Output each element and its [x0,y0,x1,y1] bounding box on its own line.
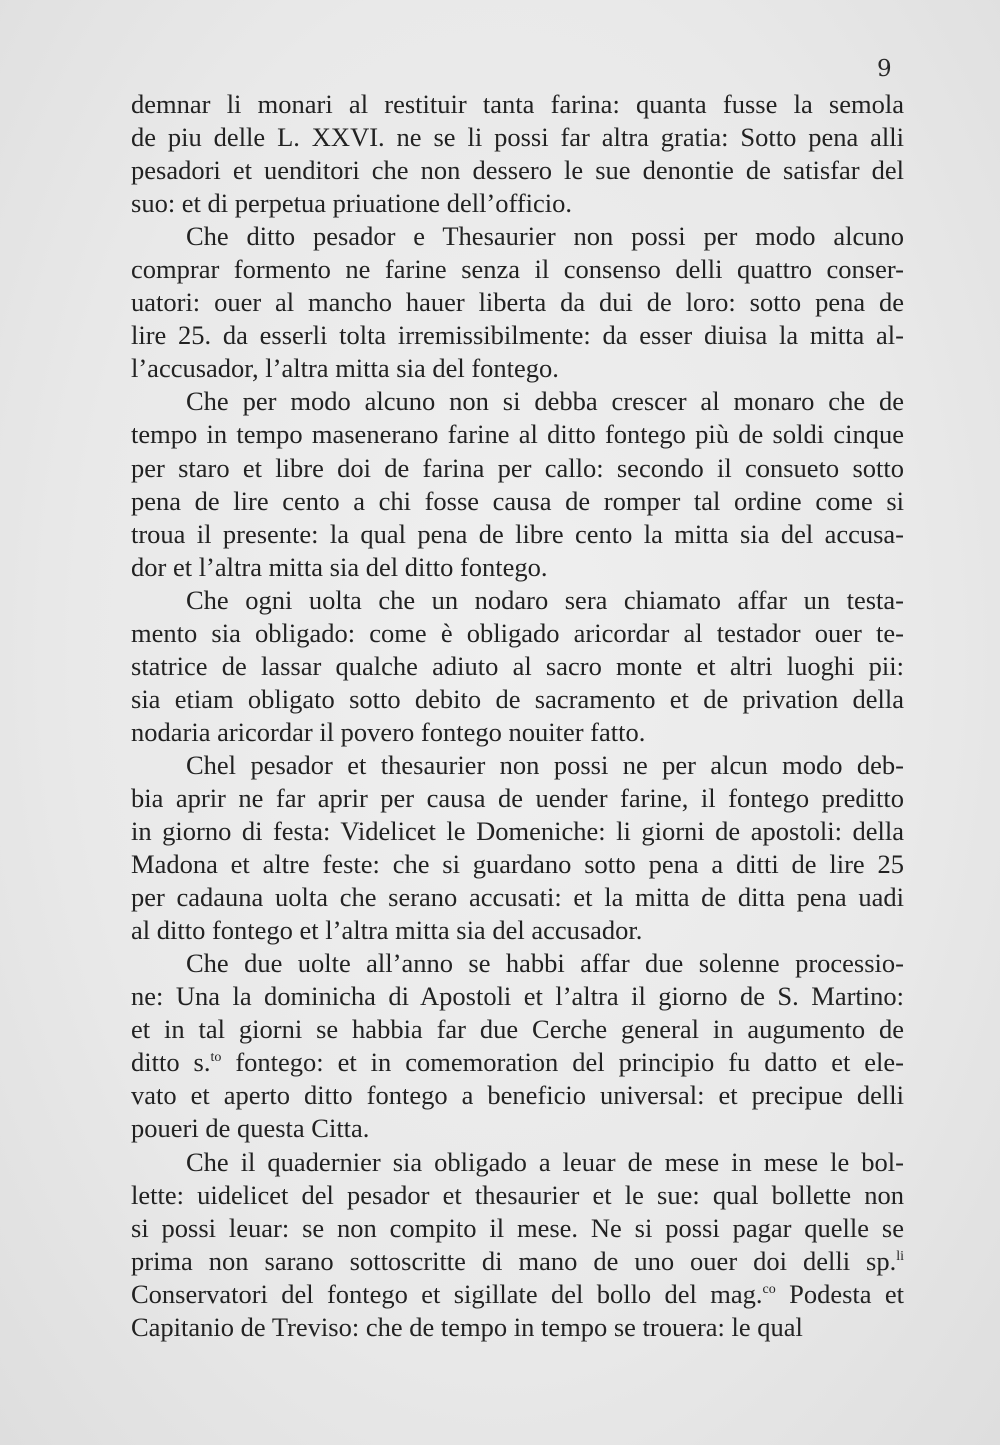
text-line: pesadori et uenditori che non dessero le sue denontie de satisfar del [131,155,904,186]
text-line: prima non sarano sottoscritte di mano de uno ouer doi delli sp.$^{li}$ [131,1245,904,1276]
page-number: 9 [877,56,892,82]
text-line: pena de lire cento a chi fosse causa de romper tal ordine come si [131,485,904,516]
text-line: Che ogni uolta che un nodaro sera chiamato affar un testa- [186,584,904,615]
text-line: demnar li monari al restituir tanta farina: quanta fusse la semola [131,89,904,119]
text-line: de piu delle L. XXVI. ne se li possi far altra gratia: Sotto pena alli [131,122,904,153]
text-line: comprar formento ne farine senza il consenso delli quattro conser- [131,254,904,285]
paragraph [131,88,904,220]
text-line: lette: uidelicet del pesador et thesaurier et le sue: qual bollette non [131,1179,904,1210]
text-line: al ditto fontego et l’altra mitta sia del accusador. [131,915,643,946]
text-line: ditto s.$^{to}$ fontego: et in comemoration del principio fu datto et ele- [131,1047,904,1078]
text-line: bia aprir ne far aprir per causa de uender farine, il fontego preditto [131,782,904,813]
text-line: statrice de lassar qualche adiuto al sacro monte et altri luoghi pii: [131,650,904,681]
body-text [131,88,904,1344]
text-line: l’accusador, l’altra mitta sia del fontego. [131,353,559,384]
text-line: Chel pesador et thesaurier non possi ne per alcun modo deb- [186,749,904,780]
text-line: ne: Una la dominicha di Apostoli et l’altra il giorno de S. Martino: [131,981,904,1012]
text-line: Capitanio de Treviso: che de tempo in tempo se trouera: le qual [131,1311,803,1342]
paragraph [131,220,904,385]
text-line: si possi leuar: se non compito il mese. Ne si possi pagar quelle se [131,1212,904,1243]
text-line: nodaria aricordar il povero fontego nouiter fatto. [131,716,646,747]
text-line: tempo in tempo masenerano farine al ditto fontego più de soldi cinque [131,419,904,450]
text-line: Conservatori del fontego et sigillate del bollo del mag.$^{co}$ Podesta et [131,1278,904,1309]
text-line: per cadauna uolta che serano accusati: et la mitta de ditta pena uadi [131,882,904,913]
text-line: Che il quadernier sia obligado a leuar de mese in mese le bol- [186,1146,904,1177]
text-line: per staro et libre doi de farina per callo: secondo il consueto sotto [131,452,904,483]
text-line: mento sia obligado: come è obligado aricordar al testador ouer te- [131,617,904,648]
paragraph [131,1146,904,1344]
text-line: dor et l’altra mitta sia del ditto fontego. [131,551,548,582]
text-line: suo: et di perpetua priuatione dell’officio. [131,188,573,219]
text-line: Che per modo alcuno non si debba crescer al monaro che de [186,386,904,417]
paragraph [131,947,904,1145]
text-line: Che ditto pesador e Thesaurier non possi per modo alcuno [186,221,904,252]
text-line: Che due uolte all’anno se habbi affar due solenne processio- [186,948,904,979]
text-line: et in tal giorni se habbia far due Cerche general in augumento de [131,1014,904,1045]
paragraph [131,584,904,749]
text-line: troua il presente: la qual pena de libre cento la mitta sia del accusa- [131,518,904,549]
text-line: lire 25. da esserli tolta irremissibilmente: da esser diuisa la mitta al- [131,320,904,351]
text-line: sia etiam obligato sotto debito de sacramento et de privation della [131,683,904,714]
text-line: in giorno di festa: Videlicet le Domeniche: li giorni de apostoli: della [131,816,904,847]
text-line: vato et aperto ditto fontego a beneficio universal: et precipue delli [131,1080,904,1111]
text-line: uatori: ouer al mancho hauer liberta da dui de loro: sotto pena de [131,287,904,318]
text-line: Madona et altre feste: che si guardano sotto pena a ditti de lire 25 [131,849,904,880]
paragraph [131,385,904,583]
paragraph [131,749,904,947]
text-line: poueri de questa Citta. [131,1113,370,1144]
